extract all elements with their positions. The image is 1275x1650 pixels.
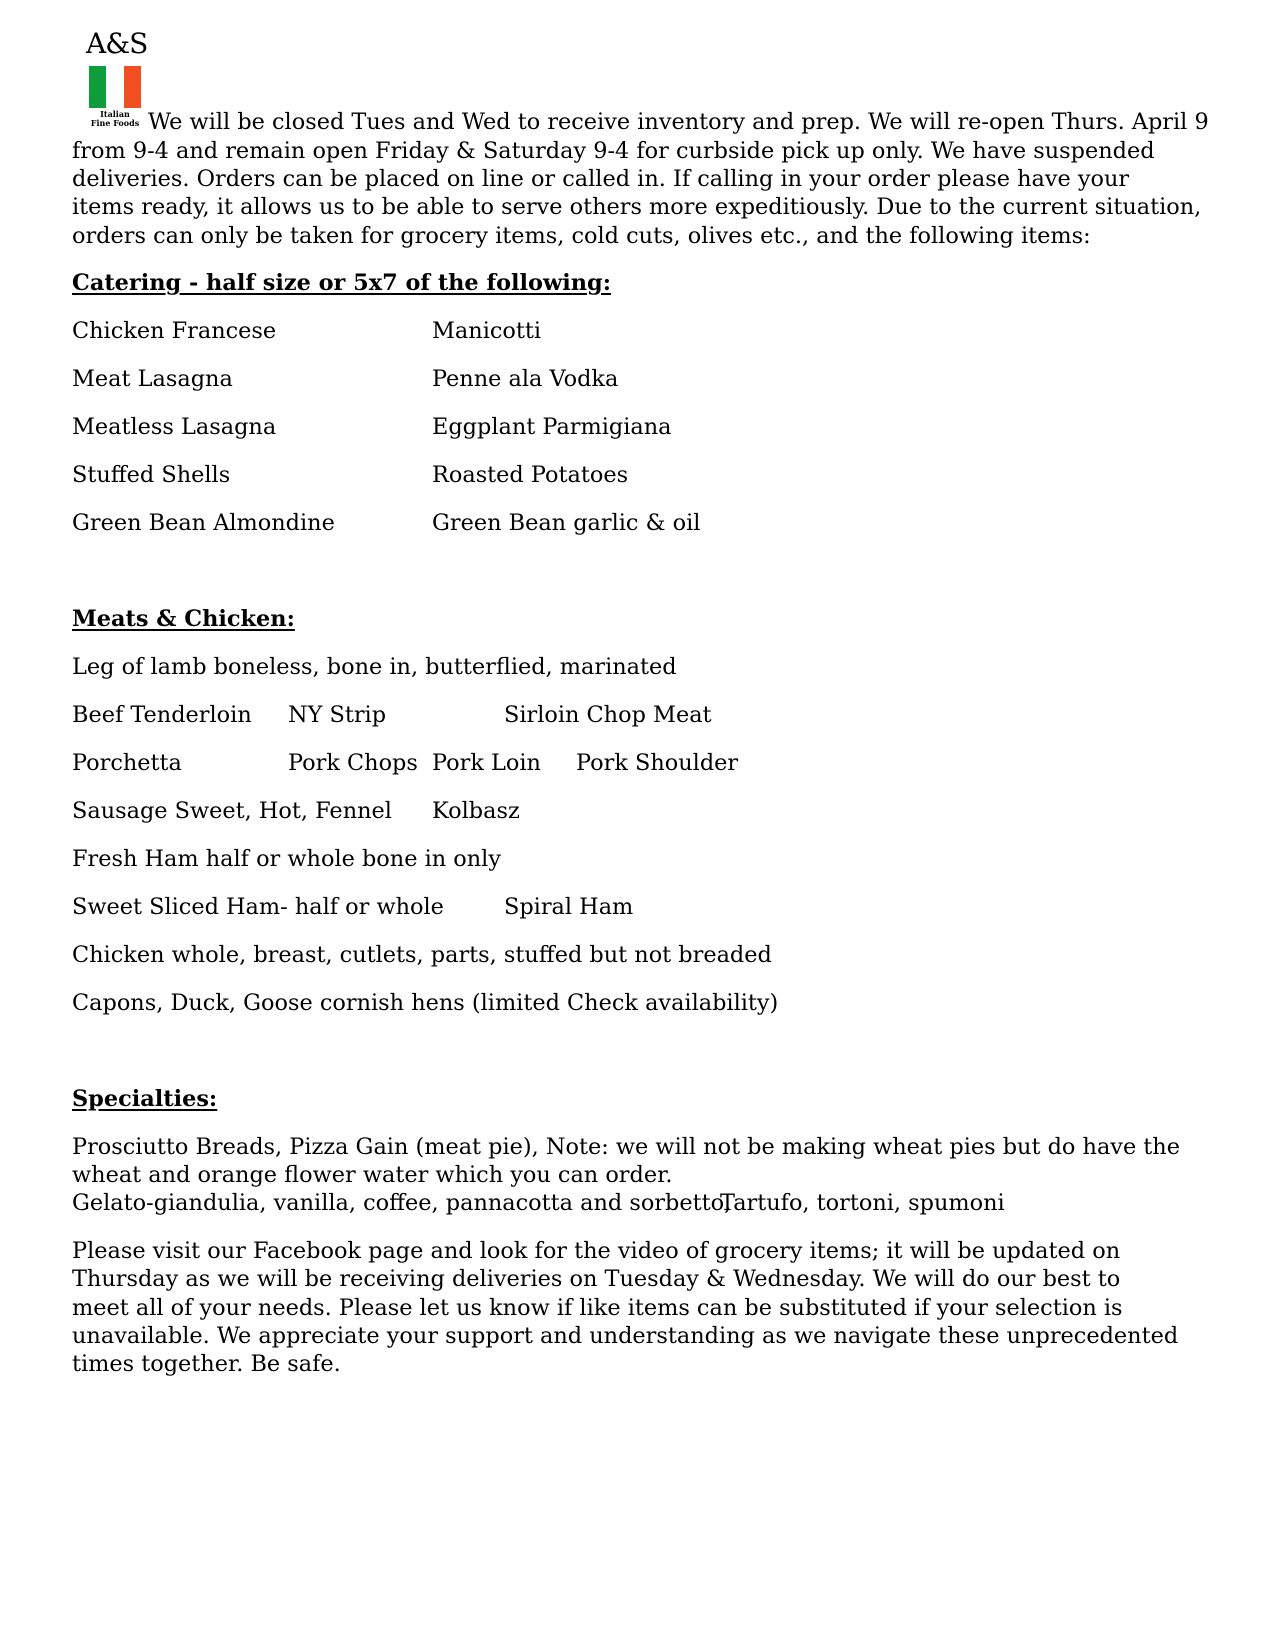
closing-line: unavailable. We appreciate your support and understanding as we navigate these unprecedented bbox=[72, 1323, 1179, 1349]
catering-item: Green Bean garlic & oil bbox=[432, 510, 701, 536]
closing-line: Thursday as we will be receiving deliveries on Tuesday & Wednesday. We will do our best to bbox=[72, 1266, 1121, 1292]
meat-item: NY Strip bbox=[288, 702, 387, 728]
specialties-line: Gelato-giandulia, vanilla, coffee, pannacotta and sorbetto, bbox=[72, 1190, 732, 1216]
catering-item: Eggplant Parmigiana bbox=[432, 414, 672, 440]
meat-item: Spiral Ham bbox=[504, 894, 634, 920]
closing-line: meet all of your needs. Please let us know if like items can be substituted if your selection is bbox=[72, 1295, 1123, 1321]
meat-item: Beef Tenderloin bbox=[72, 702, 252, 728]
catering-item: Stuffed Shells bbox=[72, 462, 231, 488]
meat-item: Porchetta bbox=[72, 750, 182, 776]
logo-subtitle-line1: Italian bbox=[100, 109, 130, 119]
intro-line: We will be closed Tues and Wed to receive inventory and prep. We will re-open Thurs. April 9 bbox=[148, 109, 1209, 135]
catering-item: Chicken Francese bbox=[72, 318, 277, 344]
closing-line: times together. Be safe. bbox=[72, 1351, 341, 1377]
intro-line: deliveries. Orders can be placed on line or called in. If calling in your order please have your bbox=[72, 166, 1130, 192]
meat-item: Pork Loin bbox=[432, 750, 541, 776]
meat-item: Pork Shoulder bbox=[576, 750, 739, 776]
catering-item: Meatless Lasagna bbox=[72, 414, 277, 440]
intro-line: orders can only be taken for grocery items, cold cuts, olives etc., and the following items: bbox=[72, 223, 1091, 249]
meat-item: Chicken whole, breast, cutlets, parts, stuffed but not breaded bbox=[72, 942, 772, 968]
specialties-line: wheat and orange flower water which you can order. bbox=[72, 1162, 673, 1188]
store-logo bbox=[86, 27, 148, 130]
specialties-line: Prosciutto Breads, Pizza Gain (meat pie), Note: we will not be making wheat pies but do have the bbox=[72, 1134, 1180, 1160]
meat-item: Kolbasz bbox=[432, 798, 520, 824]
meat-item: Sweet Sliced Ham- half or whole bbox=[72, 894, 444, 920]
meat-item: Sausage Sweet, Hot, Fennel bbox=[72, 798, 392, 824]
meat-item: Pork Chops bbox=[288, 750, 418, 776]
catering-item: Penne ala Vodka bbox=[432, 366, 619, 392]
meat-item: Fresh Ham half or whole bone in only bbox=[72, 846, 501, 872]
catering-item: Meat Lasagna bbox=[72, 366, 233, 392]
catering-item: Roasted Potatoes bbox=[432, 462, 629, 488]
logo-mark: A&S bbox=[86, 27, 148, 60]
specialties-line: Tartufo, tortoni, spumoni bbox=[720, 1190, 1005, 1216]
closing-line: Please visit our Facebook page and look for the video of grocery items; it will be updated on bbox=[72, 1238, 1121, 1264]
flag-red-stripe bbox=[124, 66, 141, 108]
italian-flag-icon bbox=[89, 66, 141, 108]
meats-heading: Meats & Chicken: bbox=[72, 606, 295, 632]
logo-subtitle-line2: Fine Foods bbox=[90, 118, 140, 128]
flag-white-stripe bbox=[106, 66, 123, 108]
meat-item: Capons, Duck, Goose cornish hens (limited Check availability) bbox=[72, 990, 779, 1016]
catering-item: Green Bean Almondine bbox=[72, 510, 335, 536]
meat-item: Sirloin Chop Meat bbox=[504, 702, 712, 728]
intro-line: items ready, it allows us to be able to serve others more expeditiously. Due to the current situation, bbox=[72, 194, 1202, 220]
intro-line: from 9-4 and remain open Friday & Saturday 9-4 for curbside pick up only. We have suspended bbox=[72, 138, 1155, 164]
catering-heading: Catering - half size or 5x7 of the following: bbox=[72, 270, 611, 296]
catering-item: Manicotti bbox=[432, 318, 542, 344]
flag-green-stripe bbox=[89, 66, 106, 108]
meat-item: Leg of lamb boneless, bone in, butterflied, marinated bbox=[72, 654, 677, 680]
specialties-heading: Specialties: bbox=[72, 1086, 218, 1112]
